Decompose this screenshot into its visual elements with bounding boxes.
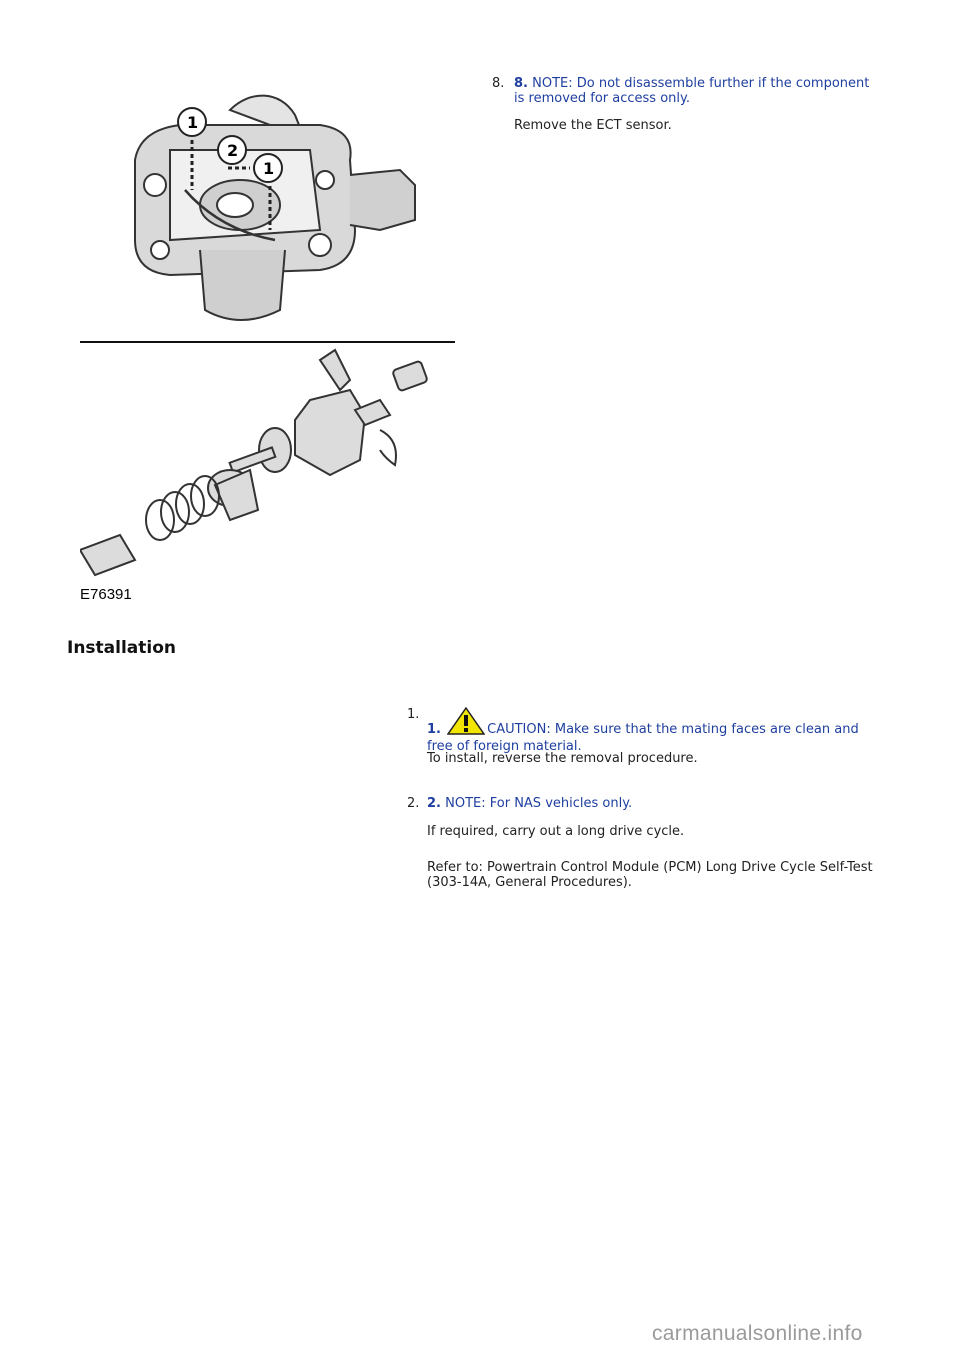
svg-text:2: 2 — [227, 141, 239, 160]
callout-1-left — [178, 108, 206, 136]
step-8-note — [514, 76, 934, 106]
section-heading-installation: Installation — [67, 638, 177, 658]
reference-text: Refer to: Powertrain Control Module (PCM) Long Drive Cycle Self-Test — [427, 860, 873, 875]
step-number: 1. — [407, 707, 420, 722]
step-1-instruction: To install, reverse the removal procedure. — [427, 751, 698, 766]
component-illustration — [80, 80, 460, 620]
svg-text:1: 1 — [187, 113, 199, 132]
step-1-caution — [427, 707, 897, 754]
note-text: NOTE: Do not disassemble further if the component — [532, 76, 870, 91]
step-title: 2. — [427, 796, 441, 811]
caution-text: CAUTION: Make sure that the mating faces are clean and — [487, 722, 859, 737]
watermark: carmanualsonline.info — [652, 1322, 863, 1345]
thermostat-housing-top-view — [135, 96, 415, 320]
thermostat-exploded-view — [80, 350, 428, 575]
step-2-note — [427, 796, 632, 811]
callout-2 — [218, 136, 246, 164]
callout-1-right — [254, 154, 282, 182]
step-title: 1. — [427, 722, 441, 737]
figure-label: E76391 — [80, 586, 132, 603]
step-8-instruction: Remove the ECT sensor. — [514, 118, 672, 133]
step-number: 2. — [407, 796, 420, 811]
caution-text-cont: free of foreign material. — [427, 739, 582, 754]
note-text-cont: is removed for access only. — [514, 91, 690, 106]
note-text: NOTE: For NAS vehicles only. — [445, 796, 633, 811]
step-2-instruction: If required, carry out a long drive cycle. — [427, 824, 685, 839]
reference-text-cont: (303-14A, General Procedures). — [427, 875, 632, 890]
step-number: 8. — [492, 76, 505, 91]
warning-icon — [447, 707, 485, 739]
svg-text:1: 1 — [263, 159, 275, 178]
step-title: 8. — [514, 76, 528, 91]
step-2-reference — [427, 860, 907, 890]
